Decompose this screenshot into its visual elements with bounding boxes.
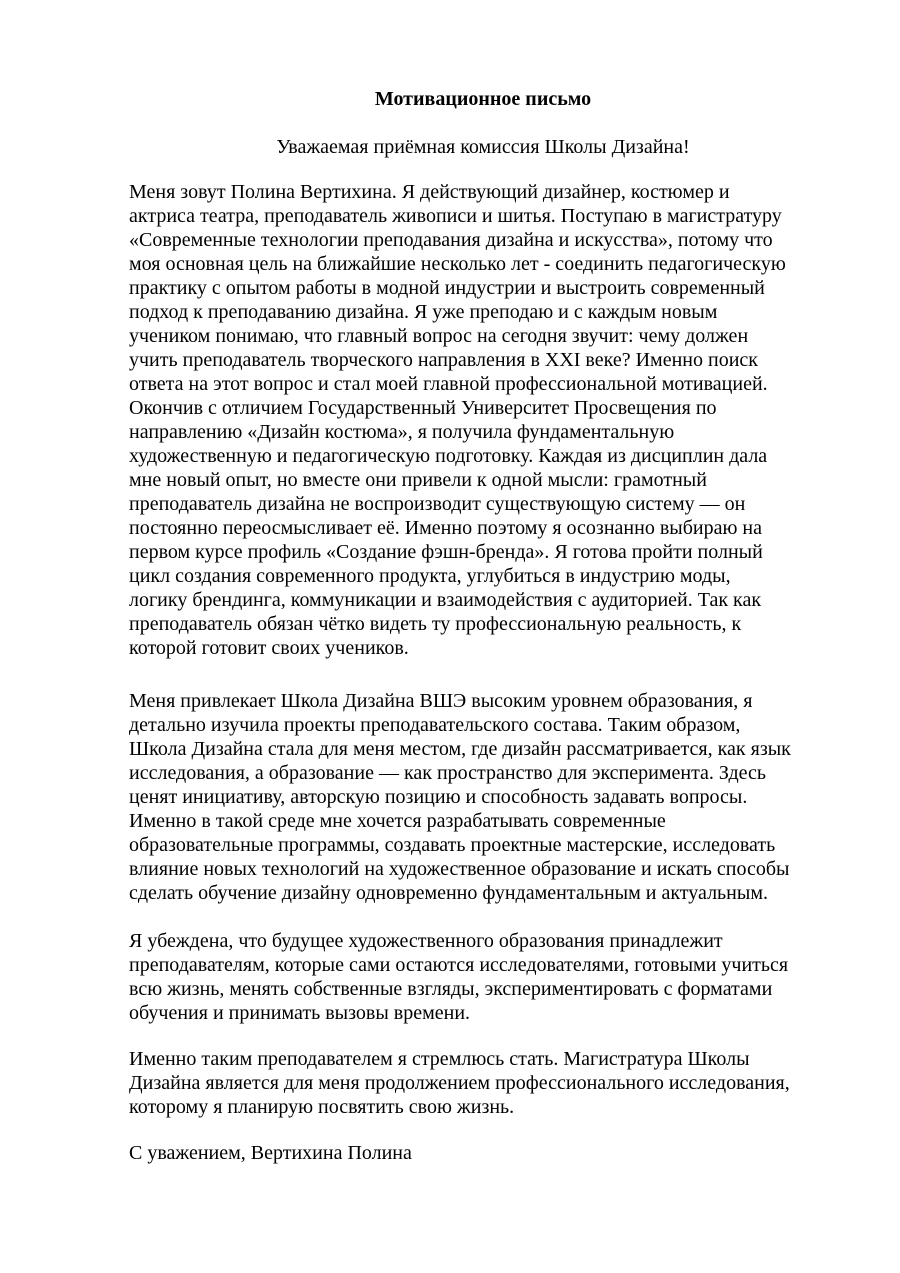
- text-line: преподавателям, которые сами остаются исследователями, готовыми учиться: [129, 954, 789, 976]
- text-line: мне новый опыт, но вместе они привели к одной мысли: грамотный: [129, 469, 707, 491]
- text-line: исследования, а образование — как пространство для эксперимента. Здесь: [129, 762, 767, 784]
- text-line: ценят инициативу, авторскую позицию и способность задавать вопросы.: [129, 786, 748, 808]
- text-line: художественную и педагогическую подготовку. Каждая из дисциплин дала: [129, 445, 768, 467]
- text-line: моя основная цель на ближайшие несколько лет - соединить педагогическую: [129, 253, 786, 275]
- text-line: Именно таким преподавателем я стремлюсь стать. Магистратура Школы: [129, 1048, 750, 1070]
- text-line: Дизайна является для меня продолжением профессионального исследования,: [129, 1072, 790, 1094]
- text-line: Окончив с отличием Государственный Университет Просвещения по: [129, 397, 717, 419]
- text-line: цикл создания современного продукта, углубиться в индустрию моды,: [129, 565, 731, 587]
- text-line: преподаватель обязан чётко видеть ту профессиональную реальность, к: [129, 613, 742, 635]
- text-line: С уважением, Вертихина Полина: [129, 1142, 412, 1164]
- text-line: Я убеждена, что будущее художественного образования принадлежит: [129, 930, 723, 952]
- text-line: Меня привлекает Школа Дизайна ВШЭ высоким уровнем образования, я: [129, 690, 753, 712]
- text-line: обучения и принимать вызовы времени.: [129, 1002, 471, 1024]
- text-line: логику брендинга, коммуникации и взаимодействия с аудиторией. Так как: [129, 589, 762, 611]
- text-line: учеником понимаю, что главный вопрос на сегодня звучит: чему должен: [129, 325, 749, 347]
- text-line: детально изучила проекты преподавательского состава. Таким образом,: [129, 714, 741, 736]
- text-line: Меня зовут Полина Вертихина. Я действующий дизайнер, костюмер и: [129, 181, 730, 203]
- paragraph-goal: [129, 1047, 840, 1119]
- text-line: Именно в такой среде мне хочется разрабатывать современные: [129, 810, 666, 832]
- text-line: «Современные технологии преподавания дизайна и искусства», потому что: [129, 229, 773, 251]
- text-line: влияние новых технологий на художественное образование и искать способы: [129, 858, 790, 880]
- paragraph-belief: [129, 929, 840, 1025]
- paragraph-school: [129, 689, 840, 905]
- text-line: постоянно переосмысливает её. Именно поэтому я осознанно выбираю на: [129, 517, 762, 539]
- letter-title: Мотивационное письмо: [374, 88, 592, 110]
- text-line: учить преподаватель творческого направления в XXI веке? Именно поиск: [129, 349, 758, 371]
- text-line: которой готовит своих учеников.: [129, 637, 409, 659]
- text-line: актриса театра, преподаватель живописи и шитья. Поступаю в магистратуру: [129, 205, 782, 227]
- text-line: которому я планирую посвятить свою жизнь.: [129, 1096, 515, 1118]
- text-line: преподаватель дизайна не воспроизводит существующую систему — он: [129, 493, 746, 515]
- text-line: сделать обучение дизайну одновременно фундаментальным и актуальным.: [129, 882, 768, 904]
- text-line: подход к преподаванию дизайна. Я уже преподаю и с каждым новым: [129, 301, 718, 323]
- text-line: образовательные программы, создавать проектные мастерские, исследовать: [129, 834, 776, 856]
- text-line: направлению «Дизайн костюма», я получила фундаментальную: [129, 421, 675, 443]
- text-line: ответа на этот вопрос и стал моей главной профессиональной мотивацией.: [129, 373, 768, 395]
- text-line: Школа Дизайна стала для меня местом, где дизайн рассматривается, как язык: [129, 738, 791, 760]
- text-line: первом курсе профиль «Создание фэшн-бренда». Я готова пройти полный: [129, 541, 763, 563]
- paragraph-intro: [129, 180, 840, 660]
- text-line: практику с опытом работы в модной индустрии и выстроить современный: [129, 277, 765, 299]
- letter-salutation: Уважаемая приёмная комиссия Школы Дизайна!: [276, 136, 690, 158]
- letter-signature: [129, 1141, 840, 1165]
- text-line: всю жизнь, менять собственные взгляды, экспериментировать с форматами: [129, 978, 773, 1000]
